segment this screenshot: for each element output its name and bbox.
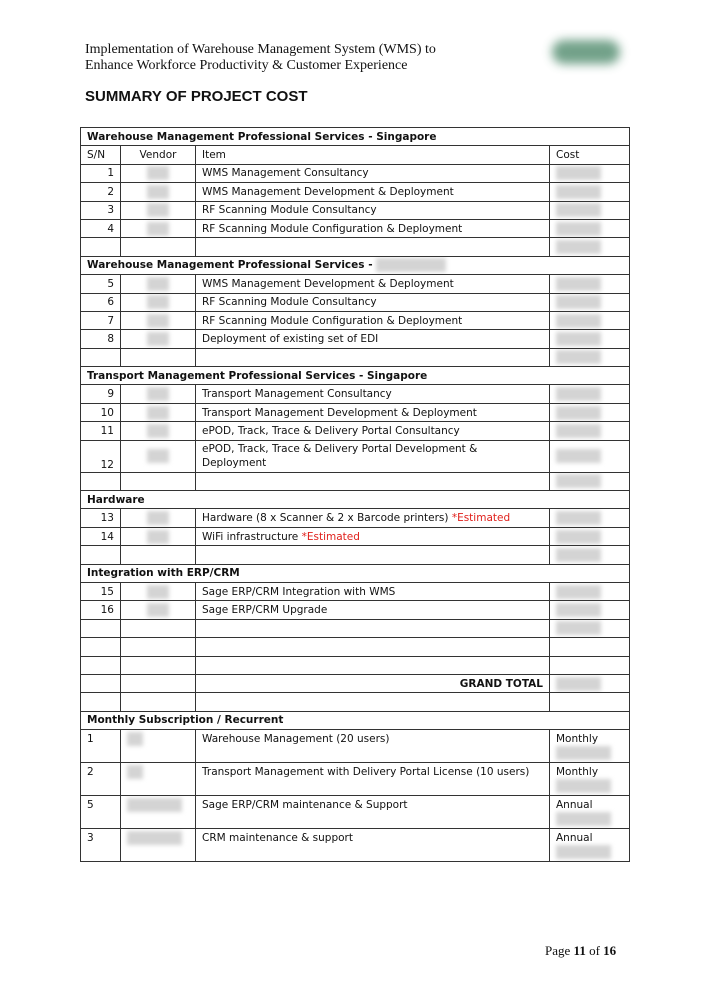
table-row (81, 601, 630, 619)
redacted-value (147, 449, 169, 463)
redacted-value (556, 812, 611, 826)
cost-cell (550, 422, 630, 440)
table-row (81, 275, 630, 293)
cell (196, 238, 550, 256)
cell (81, 546, 121, 564)
vendor-cell (121, 440, 196, 472)
redacted-value (127, 798, 182, 812)
cell (550, 638, 630, 656)
cell (550, 619, 630, 637)
item-text: Sage ERP/CRM Integration with WMS (202, 585, 396, 598)
item-text: RF Scanning Module Configuration & Deployment (202, 222, 463, 235)
item-text: Hardware (8 x Scanner & 2 x Barcode printers) (202, 512, 452, 525)
redacted-value (147, 406, 169, 420)
item-text: RF Scanning Module Consultancy (202, 296, 377, 309)
section-title (81, 256, 630, 274)
grand-total-value (550, 674, 630, 692)
estimated-note: *Estimated (301, 530, 360, 543)
redacted-value (147, 530, 169, 544)
recurrent-row (81, 763, 630, 796)
vendor-cell (121, 311, 196, 329)
item-description (196, 219, 550, 237)
company-logo-redacted (552, 40, 620, 64)
vendor-cell (121, 796, 196, 829)
serial-number: 12 (81, 440, 121, 472)
item-text: WMS Management Development & Deployment (202, 185, 454, 198)
blank-row (81, 619, 630, 637)
redacted-value (147, 603, 169, 617)
table-row (81, 440, 630, 472)
redacted-value (147, 585, 169, 599)
redacted-value (147, 277, 169, 291)
cell (550, 546, 630, 564)
vendor-cell (121, 403, 196, 421)
redacted-value (556, 779, 611, 793)
cost-cell (550, 582, 630, 600)
item-description: Transport Management with Delivery Portal License (10 users) (196, 763, 550, 796)
cell (121, 693, 196, 711)
redacted-value (556, 621, 601, 635)
section-title-text: Transport Management Professional Services - Singapore (87, 369, 428, 382)
item-description (196, 201, 550, 219)
cost-cell (550, 164, 630, 182)
serial-number: 13 (81, 509, 121, 527)
cell (196, 348, 550, 366)
column-item: Item (196, 146, 550, 164)
serial-number: 1 (81, 730, 121, 763)
table-row (81, 582, 630, 600)
table-row (81, 527, 630, 545)
cell (81, 638, 121, 656)
section-header-row (81, 367, 630, 385)
redacted-value (556, 677, 601, 691)
cell (121, 546, 196, 564)
cost-cell (550, 763, 630, 796)
vendor-cell (121, 183, 196, 201)
redacted-value (147, 511, 169, 525)
item-description (196, 422, 550, 440)
redacted-value (556, 603, 601, 617)
cell (81, 348, 121, 366)
serial-number: 16 (81, 601, 121, 619)
redacted-value (556, 332, 601, 346)
section-header-row (81, 491, 630, 509)
section-title-text: Integration with ERP/CRM (87, 567, 240, 580)
table-row (81, 219, 630, 237)
vendor-cell (121, 582, 196, 600)
item-description (196, 293, 550, 311)
item-text: WMS Management Development & Deployment (202, 277, 454, 290)
serial-number: 3 (81, 201, 121, 219)
vendor-cell (121, 527, 196, 545)
section-header-row (81, 256, 630, 274)
table-row (81, 403, 630, 421)
item-description: Sage ERP/CRM maintenance & Support (196, 796, 550, 829)
serial-number: 7 (81, 311, 121, 329)
column-cost: Cost (550, 146, 630, 164)
grand-total-label: GRAND TOTAL (196, 674, 550, 692)
serial-number: 1 (81, 164, 121, 182)
item-text: Deployment of existing set of EDI (202, 332, 379, 345)
item-text: Transport Management Development & Deployment (202, 406, 477, 419)
cost-cell (550, 385, 630, 403)
redacted-value (556, 548, 601, 562)
of-label: of (585, 943, 604, 958)
serial-number: 3 (81, 829, 121, 862)
item-text: Sage ERP/CRM Upgrade (202, 604, 328, 617)
billing-period: Monthly (556, 733, 599, 746)
table-row (81, 422, 630, 440)
cost-cell (550, 509, 630, 527)
item-description (196, 183, 550, 201)
redacted-value (556, 350, 601, 364)
table-row (81, 330, 630, 348)
cell (196, 656, 550, 674)
item-description (196, 311, 550, 329)
cell (121, 348, 196, 366)
cell (196, 472, 550, 490)
cost-cell (550, 275, 630, 293)
billing-period: Annual (556, 832, 593, 845)
column-sn: S/N (81, 146, 121, 164)
cost-cell (550, 440, 630, 472)
serial-number: 10 (81, 403, 121, 421)
project-cost-table (80, 127, 630, 862)
cell (81, 693, 121, 711)
redacted-value (556, 406, 601, 420)
cost-cell (550, 829, 630, 862)
vendor-cell (121, 275, 196, 293)
serial-number: 15 (81, 582, 121, 600)
redacted-value (147, 166, 169, 180)
redacted-value (556, 845, 611, 859)
vendor-cell (121, 422, 196, 440)
redacted-value (556, 474, 601, 488)
section-header-row (81, 128, 630, 146)
cell (121, 638, 196, 656)
serial-number: 8 (81, 330, 121, 348)
cost-cell (550, 293, 630, 311)
redacted-value (556, 240, 601, 254)
cost-cell (550, 219, 630, 237)
cell (121, 674, 196, 692)
cell (81, 619, 121, 637)
item-description: Warehouse Management (20 users) (196, 730, 550, 763)
table-row (81, 183, 630, 201)
column-header-row (81, 146, 630, 164)
cell (196, 638, 550, 656)
item-description (196, 385, 550, 403)
header-line-1: Implementation of Warehouse Management System (WMS) to (85, 42, 436, 57)
blank-row (81, 348, 630, 366)
cell (550, 693, 630, 711)
item-text: ePOD, Track, Trace & Delivery Portal Development & Deployment (202, 443, 478, 470)
recurrent-section-title: Monthly Subscription / Recurrent (81, 711, 630, 729)
serial-number: 5 (81, 275, 121, 293)
redacted-value (127, 765, 143, 779)
redacted-value (147, 203, 169, 217)
page-label: Page (545, 943, 574, 958)
section-title (81, 491, 630, 509)
recurrent-row (81, 829, 630, 862)
cost-cell (550, 201, 630, 219)
cell (121, 238, 196, 256)
vendor-cell (121, 219, 196, 237)
vendor-cell (121, 829, 196, 862)
redacted-value (127, 831, 182, 845)
item-text: RF Scanning Module Configuration & Deployment (202, 314, 463, 327)
billing-period: Monthly (556, 766, 599, 779)
blank-row (81, 693, 630, 711)
column-vendor: Vendor (121, 146, 196, 164)
serial-number: 14 (81, 527, 121, 545)
item-description (196, 582, 550, 600)
table-row (81, 164, 630, 182)
item-text: WiFi infrastructure (202, 530, 302, 543)
redacted-value (556, 585, 601, 599)
cell (81, 472, 121, 490)
redacted-value (556, 530, 601, 544)
item-description (196, 527, 550, 545)
table-row (81, 311, 630, 329)
vendor-cell (121, 164, 196, 182)
table-row (81, 293, 630, 311)
blank-row (81, 472, 630, 490)
table-row (81, 509, 630, 527)
serial-number: 5 (81, 796, 121, 829)
cell (550, 656, 630, 674)
cell (550, 472, 630, 490)
redacted-value (556, 314, 601, 328)
serial-number: 2 (81, 763, 121, 796)
item-description (196, 601, 550, 619)
item-description: CRM maintenance & support (196, 829, 550, 862)
redacted-value (556, 511, 601, 525)
cell (121, 656, 196, 674)
grand-total-row (81, 674, 630, 692)
redacted-value (147, 185, 169, 199)
item-text: RF Scanning Module Consultancy (202, 204, 377, 217)
redacted-value (127, 732, 143, 746)
section-title (81, 128, 630, 146)
billing-period: Annual (556, 799, 593, 812)
vendor-cell (121, 763, 196, 796)
estimated-note: *Estimated (451, 512, 511, 525)
redacted-value (556, 203, 601, 217)
redacted-value (556, 746, 611, 760)
cell (550, 238, 630, 256)
serial-number: 11 (81, 422, 121, 440)
cell (81, 238, 121, 256)
section-title-text: Warehouse Management Professional Services - Singapore (87, 130, 437, 143)
redacted-value (556, 166, 601, 180)
redacted-value (556, 387, 601, 401)
page-number (545, 943, 616, 959)
redacted-value (147, 295, 169, 309)
cost-cell (550, 601, 630, 619)
item-description (196, 164, 550, 182)
cell (121, 619, 196, 637)
item-description (196, 275, 550, 293)
cell (81, 674, 121, 692)
redacted-value (147, 387, 169, 401)
serial-number: 9 (81, 385, 121, 403)
item-text: Transport Management Consultancy (202, 388, 392, 401)
table-row (81, 201, 630, 219)
cell (121, 472, 196, 490)
recurrent-row (81, 730, 630, 763)
cell (550, 348, 630, 366)
blank-row (81, 656, 630, 674)
cost-cell (550, 796, 630, 829)
vendor-cell (121, 730, 196, 763)
vendor-cell (121, 509, 196, 527)
redacted-value (556, 277, 601, 291)
cost-cell (550, 730, 630, 763)
cost-cell (550, 183, 630, 201)
cost-cell (550, 311, 630, 329)
cell (196, 546, 550, 564)
header-line-2: Enhance Workforce Productivity & Customer Experience (85, 58, 408, 73)
redacted-value (556, 449, 601, 463)
redacted-value (556, 424, 601, 438)
cell (196, 693, 550, 711)
vendor-cell (121, 293, 196, 311)
cost-cell (550, 403, 630, 421)
current-page: 11 (573, 943, 586, 958)
section-title (81, 564, 630, 582)
serial-number: 2 (81, 183, 121, 201)
redacted-value (147, 314, 169, 328)
cell (196, 619, 550, 637)
redacted-value (376, 258, 446, 272)
section-title-text: Hardware (87, 493, 145, 506)
serial-number: 4 (81, 219, 121, 237)
item-description (196, 403, 550, 421)
redacted-value (147, 222, 169, 236)
total-pages: 16 (603, 943, 617, 958)
vendor-cell (121, 201, 196, 219)
vendor-cell (121, 601, 196, 619)
item-description (196, 330, 550, 348)
blank-row (81, 546, 630, 564)
table-row (81, 385, 630, 403)
item-description (196, 509, 550, 527)
item-text: WMS Management Consultancy (202, 167, 369, 180)
redacted-value (147, 332, 169, 346)
redacted-value (556, 295, 601, 309)
redacted-value (556, 185, 601, 199)
item-description (196, 440, 550, 472)
redacted-value (147, 424, 169, 438)
item-text: ePOD, Track, Trace & Delivery Portal Consultancy (202, 424, 460, 437)
blank-row (81, 238, 630, 256)
vendor-cell (121, 385, 196, 403)
document-header (85, 42, 436, 74)
page-title: SUMMARY OF PROJECT COST (85, 88, 308, 105)
cost-cell (550, 330, 630, 348)
blank-row (81, 638, 630, 656)
serial-number: 6 (81, 293, 121, 311)
redacted-value (556, 222, 601, 236)
section-header-row (81, 564, 630, 582)
recurrent-row (81, 796, 630, 829)
section-header-row (81, 711, 630, 729)
cost-cell (550, 527, 630, 545)
cell (81, 656, 121, 674)
section-title-text: Warehouse Management Professional Services - (87, 259, 377, 272)
vendor-cell (121, 330, 196, 348)
section-title (81, 367, 630, 385)
